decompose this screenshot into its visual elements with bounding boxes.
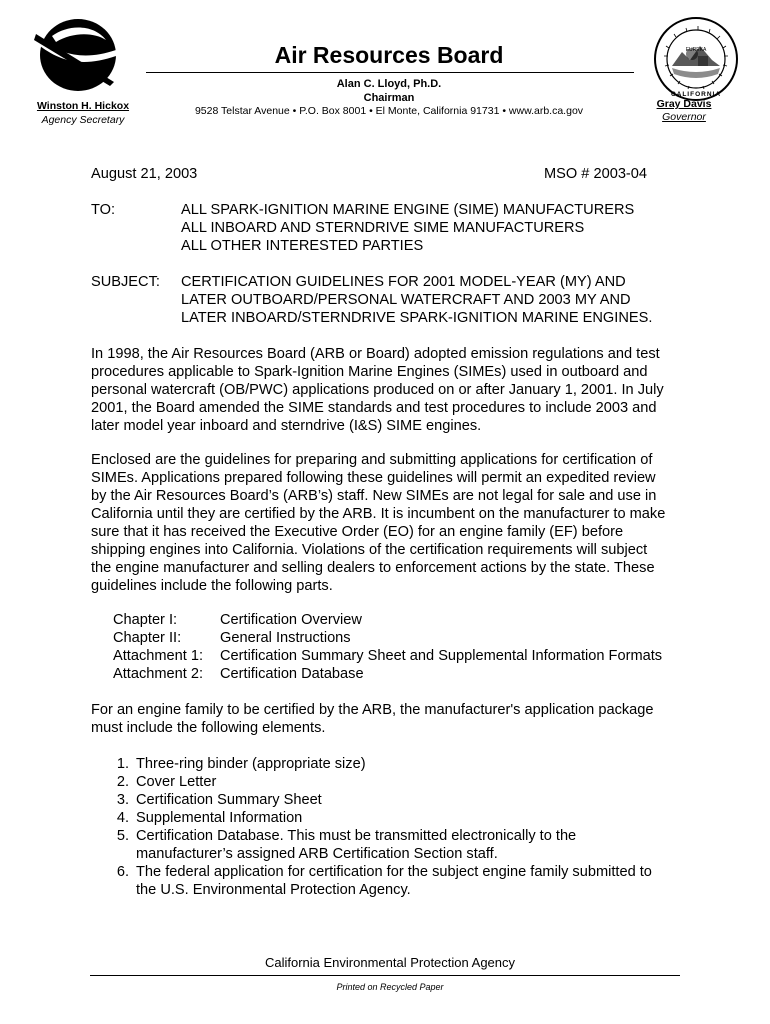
- address-line: 9528 Telstar Avenue • P.O. Box 8001 • El Monte, California 91731 • www.arb.ca.gov: [194, 105, 584, 117]
- subject-label: SUBJECT:: [91, 274, 160, 290]
- arb-logo: [34, 16, 120, 94]
- paragraph-line: Enclosed are the guidelines for preparing and submitting applications for certification of: [91, 452, 653, 468]
- chapter-title: Certification Summary Sheet and Supplemental Information Formats: [220, 648, 663, 664]
- chapter-title: Certification Overview: [220, 612, 362, 628]
- governor-title: Governor: [662, 111, 706, 123]
- list-item: The federal application for certification for the subject engine family submitted to: [136, 864, 652, 880]
- list-item: Supplemental Information: [136, 810, 303, 826]
- list-number: 1.: [116, 756, 129, 772]
- list-number: 4.: [116, 810, 129, 826]
- california-seal: [652, 16, 740, 102]
- paragraph-line: guidelines include the following parts.: [91, 578, 333, 594]
- paragraph-line: 2001, the Board amended the SIME standards and test procedures to include 2003 and: [91, 400, 657, 416]
- list-number: 3.: [116, 792, 129, 808]
- paragraph-line: sure that it has received the Executive Order (EO) for an engine family (EF) before: [91, 524, 624, 540]
- subject-line: LATER INBOARD/STERNDRIVE SPARK-IGNITION MARINE ENGINES.: [181, 310, 653, 326]
- paragraph-line: California until they are certified by the ARB. It is incumbent on the manufacturer to make: [91, 506, 666, 522]
- paragraph-line: later model year inboard and sterndrive (I&S) SIME engines.: [91, 418, 482, 434]
- secretary-name: Winston H. Hickox: [36, 100, 130, 112]
- board-title: Air Resources Board: [274, 42, 504, 68]
- footer-recycled-note: Printed on Recycled Paper: [336, 982, 444, 992]
- memo-number: MSO # 2003-04: [544, 166, 648, 182]
- paragraph-line: procedures applicable to Spark-Ignition Marine Engines (SIMEs) used in outboard and: [91, 364, 648, 380]
- list-number: 6.: [116, 864, 129, 880]
- list-item: Certification Database. This must be transmitted electronically to the: [136, 828, 577, 844]
- to-line: ALL OTHER INTERESTED PARTIES: [181, 238, 424, 254]
- list-item-continuation: the U.S. Environmental Protection Agency.: [136, 882, 411, 898]
- header-rule: [146, 72, 634, 73]
- paragraph-line: the engine manufacturer and selling dealers to enforcement actions by the state. These: [91, 560, 655, 576]
- subject-line: LATER OUTBOARD/PERSONAL WATERCRAFT AND 2003 MY AND: [181, 292, 631, 308]
- list-number: 2.: [116, 774, 129, 790]
- chapter-label: Attachment 1:: [113, 648, 204, 664]
- paragraph-guidelines: [91, 451, 711, 595]
- governor-name: Gray Davis: [656, 98, 712, 110]
- paragraph-requirements: [91, 701, 711, 737]
- chapter-label: Chapter II:: [113, 630, 182, 646]
- subject-line: CERTIFICATION GUIDELINES FOR 2001 MODEL-YEAR (MY) AND: [181, 274, 626, 290]
- paragraph-intro: [91, 345, 711, 435]
- chapter-label: Chapter I:: [113, 612, 178, 628]
- svg-text:EUREKA: EUREKA: [685, 47, 707, 53]
- paragraph-line: personal watercraft (OB/PWC) applications produced on or after January 1, 2001. In July: [91, 382, 664, 398]
- chairman-name: Alan C. Lloyd, Ph.D.: [336, 78, 442, 90]
- list-item-continuation: manufacturer’s assigned ARB Certification Section staff.: [136, 846, 498, 862]
- to-line: ALL INBOARD AND STERNDRIVE SIME MANUFACTURERS: [181, 220, 585, 236]
- to-line: ALL SPARK-IGNITION MARINE ENGINE (SIME) MANUFACTURERS: [181, 202, 635, 218]
- secretary-title: Agency Secretary: [41, 114, 125, 126]
- paragraph-line: For an engine family to be certified by the ARB, the manufacturer's application package: [91, 702, 654, 718]
- paragraph-line: must include the following elements.: [91, 720, 326, 736]
- chairman-title: Chairman: [363, 92, 415, 104]
- list-item: Three-ring binder (appropriate size): [136, 756, 366, 772]
- chapter-title: General Instructions: [220, 630, 351, 646]
- footer-agency: California Environmental Protection Agency: [264, 955, 516, 970]
- list-item: Cover Letter: [136, 774, 217, 790]
- paragraph-line: SIMEs. Applications prepared following these guidelines will permit an expedited review: [91, 470, 656, 486]
- memo-date: August 21, 2003: [91, 166, 198, 182]
- list-number: 5.: [116, 828, 129, 844]
- paragraph-line: In 1998, the Air Resources Board (ARB or Board) adopted emission regulations and test: [91, 346, 660, 362]
- paragraph-line: by the Air Resources Board’s (ARB’s) staff. New SIMEs are not legal for sale and use in: [91, 488, 657, 504]
- chapter-label: Attachment 2:: [113, 666, 204, 682]
- footer-rule: [90, 975, 680, 976]
- paragraph-line: shipping engines into California. Violations of the certification requirements will subject: [91, 542, 648, 558]
- chapter-title: Certification Database: [220, 666, 364, 682]
- svg-text:CALIFORNIA: CALIFORNIA: [670, 91, 722, 98]
- to-label: TO:: [91, 202, 116, 218]
- list-item: Certification Summary Sheet: [136, 792, 322, 808]
